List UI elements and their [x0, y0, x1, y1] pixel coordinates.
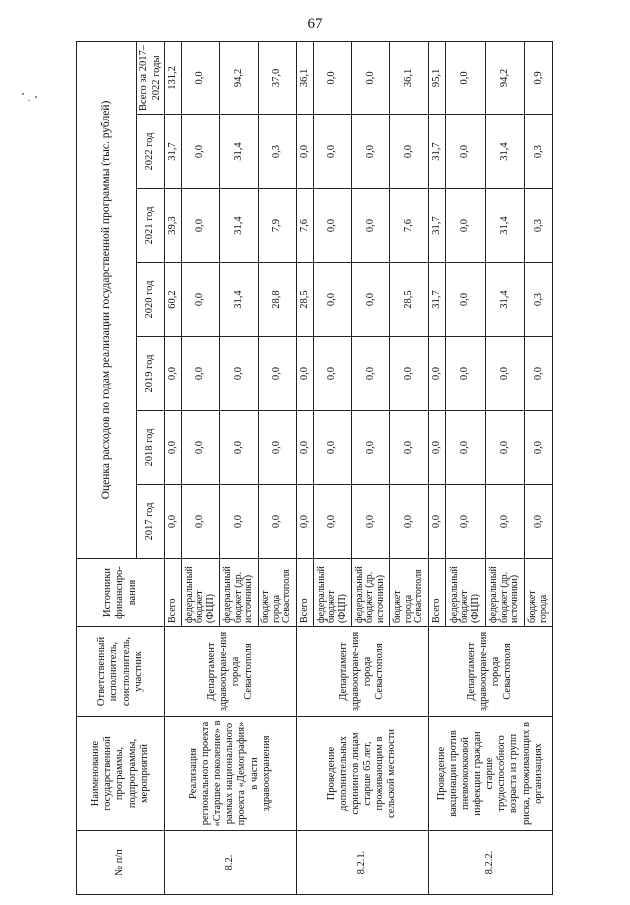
year-value: 0,0 — [313, 337, 351, 411]
year-value: 7,6 — [390, 189, 428, 263]
year-value: 0,3 — [525, 115, 553, 189]
responsible-executor: Департамент здравоохране-ния города Севастополя — [165, 627, 297, 717]
header-num: № п/п — [77, 831, 165, 895]
year-value: 0,0 — [296, 485, 313, 559]
funding-source: бюджет города Севастополя — [390, 559, 428, 627]
year-value: 7,6 — [296, 189, 313, 263]
responsible-executor: Департамент здравоохране-ния города Севастополя — [296, 627, 428, 717]
row-number: 8.2.2. — [428, 831, 552, 895]
header-responsible: Ответственный исполнитель, соисполнитель, участник — [77, 627, 165, 717]
measure-name: Проведение вакцинации против пневмококковой инфекции граждан старше трудоспособного возраста из групп риска, проживающих в организациях — [428, 717, 552, 831]
year-value: 28,5 — [390, 263, 428, 337]
total-value: 36,1 — [390, 41, 428, 114]
year-value: 0,0 — [446, 485, 486, 559]
rotated-table-area — [76, 42, 553, 895]
year-value: 31,4 — [485, 189, 525, 263]
year-value: 0,0 — [220, 411, 258, 485]
year-value: 0,0 — [446, 115, 486, 189]
budget-table — [76, 41, 553, 895]
total-value: 36,1 — [296, 41, 313, 114]
total-value: 0,0 — [352, 41, 390, 114]
year-value: 0,0 — [428, 485, 445, 559]
funding-source: Всего — [296, 559, 313, 627]
funding-source: федеральный бюджет (ФЦП) — [446, 559, 486, 627]
scan-speck — [22, 93, 24, 95]
total-value: 0,0 — [446, 41, 486, 114]
year-value: 31,4 — [220, 263, 258, 337]
funding-source: бюджет города Севастополя — [258, 559, 296, 627]
header-row — [77, 41, 137, 894]
year-value: 31,7 — [428, 189, 445, 263]
year-value: 0,0 — [313, 485, 351, 559]
funding-source: федеральный бюджет (ФЦП) — [313, 559, 351, 627]
year-value: 0,0 — [525, 411, 553, 485]
year-value: 0,0 — [485, 411, 525, 485]
year-value: 39,3 — [165, 189, 182, 263]
total-value: 95,1 — [428, 41, 445, 114]
year-value: 31,4 — [485, 263, 525, 337]
year-value: 31,4 — [220, 189, 258, 263]
total-value: 0,0 — [181, 41, 219, 114]
year-value: 0,0 — [181, 115, 219, 189]
funding-source: федеральный бюджет (др. источники) — [220, 559, 258, 627]
year-value: 0,0 — [181, 189, 219, 263]
year-value: 0,0 — [313, 189, 351, 263]
header-year: 2018 год — [137, 411, 165, 485]
year-value: 0,0 — [258, 411, 296, 485]
header-estimate: Оценка расходов по годам реализации государственной программы (тыс. рублей) — [77, 41, 137, 558]
funding-source: бюджет города — [525, 559, 553, 627]
year-value: 0,0 — [446, 337, 486, 411]
year-value: 0,0 — [446, 263, 486, 337]
header-year: 2021 год — [137, 189, 165, 263]
total-value: 0,9 — [525, 41, 553, 114]
total-value: 94,2 — [485, 41, 525, 114]
year-value: 0,0 — [313, 411, 351, 485]
year-value: 0,0 — [485, 337, 525, 411]
year-value: 7,9 — [258, 189, 296, 263]
year-value: 0,0 — [181, 485, 219, 559]
funding-source: федеральный бюджет (ФЦП) — [181, 559, 219, 627]
scan-speck — [35, 96, 37, 98]
funding-source: Всего — [165, 559, 182, 627]
year-value: 0,0 — [181, 337, 219, 411]
year-value: 0,0 — [352, 189, 390, 263]
year-value: 0,0 — [390, 485, 428, 559]
year-value: 0,0 — [352, 411, 390, 485]
total-value: 37,0 — [258, 41, 296, 114]
total-value: 131,2 — [165, 41, 182, 114]
year-value: 0,0 — [352, 485, 390, 559]
year-value: 28,5 — [296, 263, 313, 337]
table-row — [165, 41, 182, 894]
funding-source: федеральный бюджет (др. источники) — [352, 559, 390, 627]
header-year: 2019 год — [137, 337, 165, 411]
total-value: 94,2 — [220, 41, 258, 114]
row-number: 8.2. — [165, 831, 297, 895]
year-value: 31,7 — [428, 263, 445, 337]
scan-speck — [28, 100, 30, 101]
year-value: 0,0 — [313, 263, 351, 337]
measure-name: Проведение дополнительных скринингов лицам старше 65 лет, проживающим в сельской местности — [296, 717, 428, 831]
total-value: 0,0 — [313, 41, 351, 114]
year-value: 0,0 — [296, 337, 313, 411]
responsible-executor: Департамент здравоохране-ния города Севастополя — [428, 627, 552, 717]
funding-source: Всего — [428, 559, 445, 627]
year-value: 0,0 — [258, 337, 296, 411]
year-value: 0,0 — [258, 485, 296, 559]
year-value: 0,0 — [220, 485, 258, 559]
year-value: 31,4 — [220, 115, 258, 189]
header-sources: Источники финансиро-вания — [77, 559, 165, 627]
header-year: 2022 год — [137, 115, 165, 189]
year-value: 0,0 — [352, 337, 390, 411]
header-year: 2020 год — [137, 263, 165, 337]
header-total: Всего за 2017–2022 годы — [137, 41, 165, 114]
year-value: 0,0 — [390, 115, 428, 189]
year-value: 0,3 — [258, 115, 296, 189]
year-value: 0,0 — [352, 115, 390, 189]
table-row — [296, 41, 313, 894]
year-value: 0,0 — [352, 263, 390, 337]
year-value: 0,0 — [165, 337, 182, 411]
table-body — [165, 41, 553, 894]
year-value: 0,0 — [525, 337, 553, 411]
year-value: 0,3 — [525, 189, 553, 263]
year-value: 0,0 — [165, 411, 182, 485]
year-value: 0,0 — [428, 411, 445, 485]
year-value: 0,0 — [525, 485, 553, 559]
year-value: 0,0 — [428, 337, 445, 411]
header-year: 2017 год — [137, 485, 165, 559]
page-number: 67 — [307, 16, 323, 32]
year-value: 31,4 — [485, 115, 525, 189]
year-value: 0,0 — [446, 189, 486, 263]
budget-table-container — [76, 42, 553, 895]
year-value: 28,8 — [258, 263, 296, 337]
row-number: 8.2.1. — [296, 831, 428, 895]
year-value: 60,2 — [165, 263, 182, 337]
year-value: 31,7 — [165, 115, 182, 189]
table-row — [428, 41, 445, 894]
header-name: Наименование государственной программы, подпрограммы, мероприятий — [77, 717, 165, 831]
year-value: 0,0 — [296, 411, 313, 485]
year-value: 0,0 — [296, 115, 313, 189]
year-value: 0,0 — [181, 411, 219, 485]
year-value: 0,0 — [313, 115, 351, 189]
year-value: 0,0 — [446, 411, 486, 485]
year-value: 0,0 — [390, 337, 428, 411]
year-value: 0,3 — [525, 263, 553, 337]
measure-name: Реализация регионального проекта «Старшее поколение» в рамках национального проекта «Демография» в части здравоохранения — [165, 717, 297, 831]
funding-source: федеральный бюджет (др. источники) — [485, 559, 525, 627]
year-value: 0,0 — [181, 263, 219, 337]
year-value: 0,0 — [220, 337, 258, 411]
year-value: 0,0 — [485, 485, 525, 559]
year-value: 31,7 — [428, 115, 445, 189]
year-value: 0,0 — [165, 485, 182, 559]
year-value: 0,0 — [390, 411, 428, 485]
